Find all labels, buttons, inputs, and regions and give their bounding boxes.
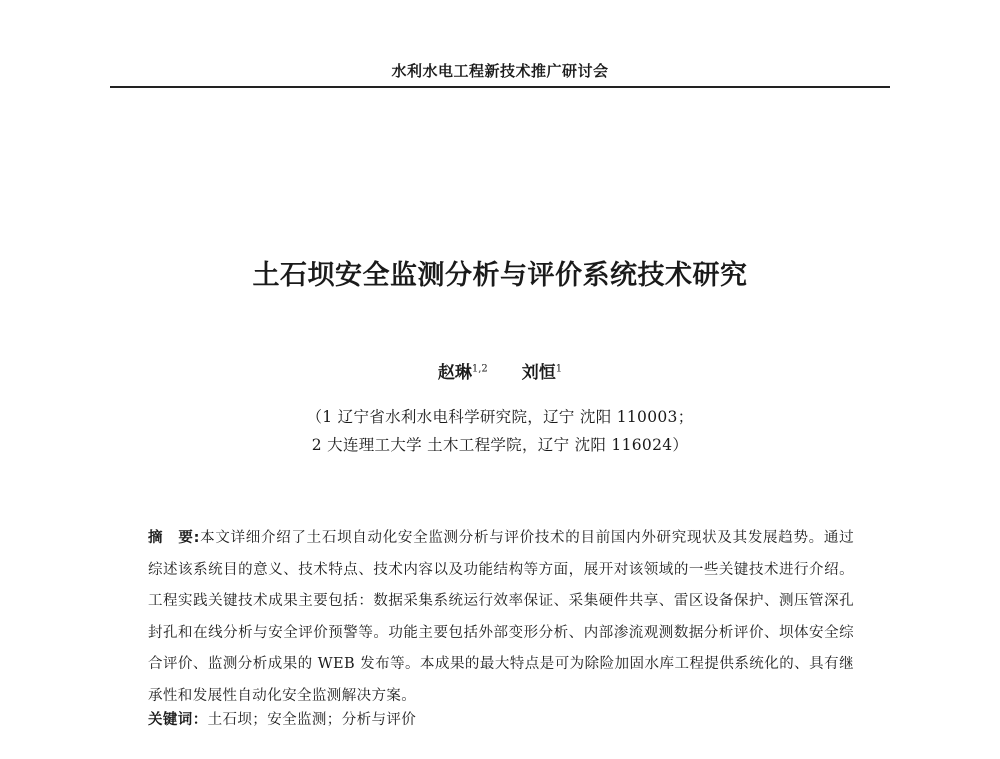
abstract xyxy=(148,523,854,712)
running-header: 水利水电工程新技术推广研讨会 xyxy=(391,62,609,80)
keywords-label: 关键词 xyxy=(148,712,193,728)
author-2-affiliation-mark: 1 xyxy=(555,363,563,375)
abstract-label-colon: : xyxy=(193,530,200,546)
author-1 xyxy=(438,363,488,383)
abstract-text: 本文详细介绍了土石坝自动化安全监测分析与评价技术的目前国内外研究现状及其发展趋势。通过综述该系统目的意义、技术特点、技术内容以及功能结构等方面，展开对该领域的一些关键技术进行介绍。工程实践关键技术成果主要包括：数据采集系统运行效率保证、采集硬件共享、雷区设备保护、测压管深孔封孔和在线分析与安全评价预警等。功能主要包括外部变形分析、内部渗流观测数据分析评价、坝体安全综合评价、监测分析成果的 WEB 发布等。本成果的最大特点是可为除险加固水库工程提供系统化的、具有继承性和发展性自动化安全监测解决方案。 xyxy=(148,530,854,704)
paper-title: 土石坝安全监测分析与评价系统技术研究 xyxy=(252,260,748,291)
keywords-text: 土石坝；安全监测；分析与评价 xyxy=(207,712,417,728)
affiliation-2: 2 大连理工大学 土木工程学院，辽宁 沈阳 116024） xyxy=(311,436,689,454)
keywords-label-colon: ： xyxy=(192,712,208,728)
abstract-label: 摘 要 xyxy=(148,530,194,546)
author-list xyxy=(0,358,1000,383)
author-2 xyxy=(522,363,562,383)
affiliation-1: （1 辽宁省水利水电科学研究院，辽宁 沈阳 110003； xyxy=(306,408,694,426)
author-1-name: 赵琳 xyxy=(437,363,472,383)
keywords xyxy=(148,708,416,729)
header-rule xyxy=(110,86,890,88)
author-1-affiliation-mark: 1,2 xyxy=(471,363,488,375)
author-2-name: 刘恒 xyxy=(521,363,556,383)
